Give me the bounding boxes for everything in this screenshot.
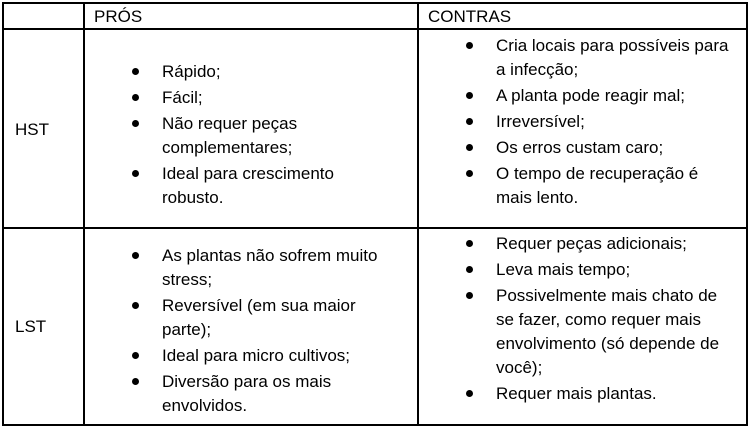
list-item: Leva mais tempo; [496,258,728,282]
list-item: Requer peças adicionais; [496,232,728,256]
table-border-right [746,2,748,426]
bullet-icon [466,292,473,299]
bullet-icon [466,118,473,125]
list-item: Os erros custam caro; [496,136,731,160]
bullet-icon [466,240,473,247]
bullet-icon [466,170,473,177]
row-label-hst: HST [15,120,49,139]
list-item: As plantas não sofrem muito stress; [162,244,407,292]
list-item: Não requer peças complementares; [162,112,392,160]
list-item: A planta pode reagir mal; [496,84,731,108]
list-item: Diversão para os mais envolvidos. [162,370,407,418]
hst-pros-list [162,60,392,210]
header-pros: PRÓS [94,7,143,26]
list-item: Cria locais para possíveis para a infecção; [496,34,731,82]
table-border-row [2,227,748,229]
list-item: Possivelmente mais chato de se fazer, como requer mais envolvimento (só depende de você); [496,284,728,380]
list-item: Irreversível; [496,110,731,134]
list-item: Requer mais plantas. [496,382,728,406]
table-border-left [2,2,4,426]
lst-pros-list [162,244,407,418]
list-item: Ideal para micro cultivos; [162,344,407,368]
list-item: Ideal para crescimento robusto. [162,162,392,210]
bullet-icon [132,120,139,127]
bullet-icon [132,302,139,309]
bullet-icon [132,170,139,177]
bullet-icon [132,378,139,385]
bullet-icon [466,266,473,273]
bullet-icon [466,390,473,397]
list-item: Rápido; [162,60,392,84]
list-item: Reversível (em sua maior parte); [162,294,407,342]
hst-cons-list [496,34,731,210]
list-item: Fácil; [162,86,392,110]
table-border-col2 [417,2,419,426]
bullet-icon [132,352,139,359]
bullet-icon [132,252,139,259]
row-label-lst: LST [15,317,47,336]
lst-cons-list [496,232,728,406]
table-border-top [2,2,748,4]
table-border-col1 [83,2,85,426]
bullet-icon [466,144,473,151]
bullet-icon [132,94,139,101]
header-cons: CONTRAS [428,7,512,26]
bullet-icon [466,92,473,99]
bullet-icon [132,68,139,75]
table-border-bottom [2,424,748,426]
bullet-icon [466,42,473,49]
list-item: O tempo de recuperação é mais lento. [496,162,731,210]
